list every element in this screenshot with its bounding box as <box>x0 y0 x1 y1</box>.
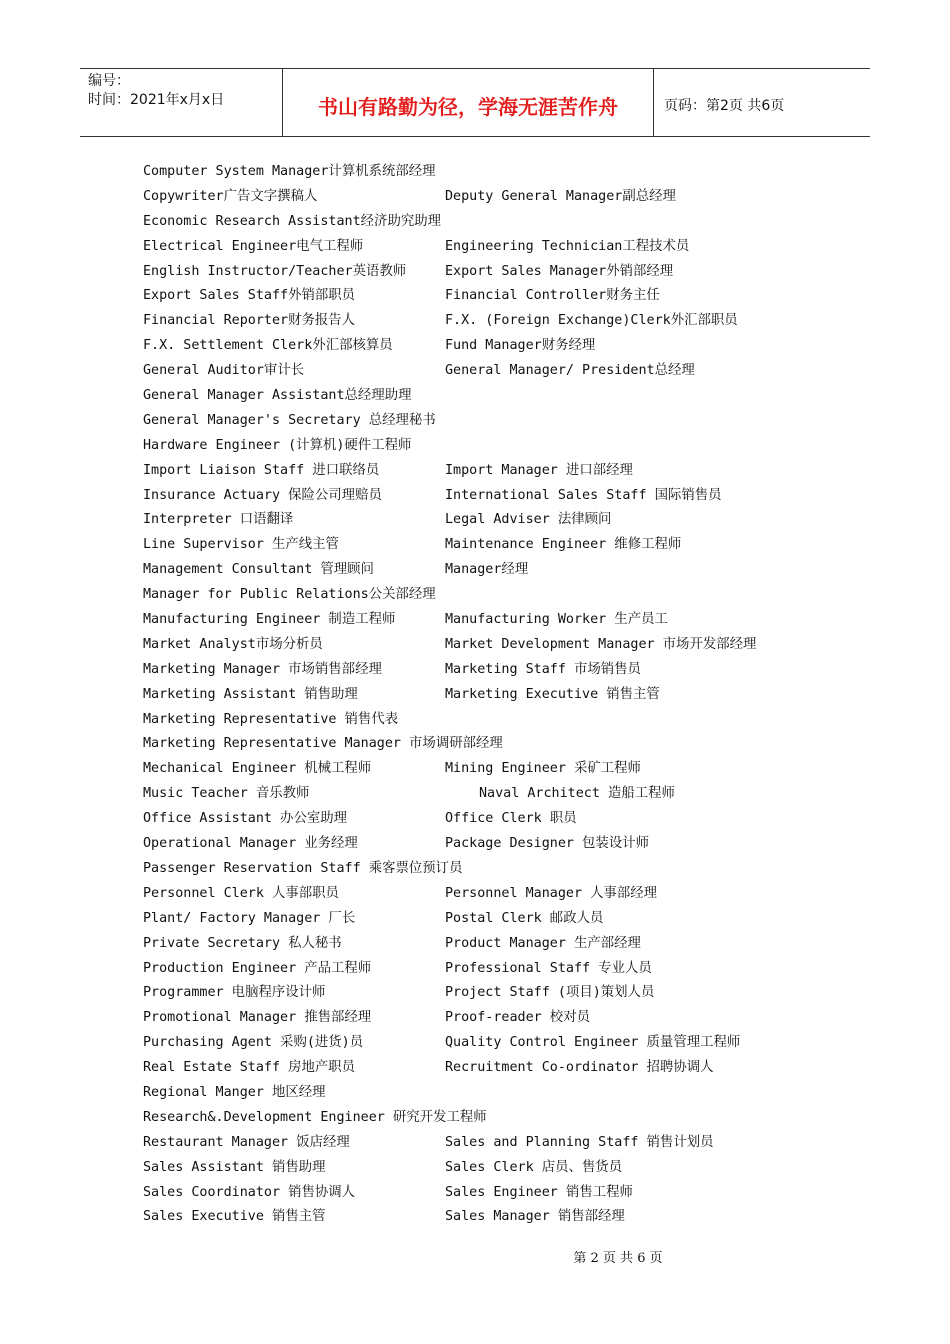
list-item-left: Restaurant Manager 饭店经理 <box>143 1134 350 1150</box>
list-item-right: Quality Control Engineer 质量管理工程师 <box>445 1035 741 1051</box>
list-item-left: Operational Manager 业务经理 <box>143 836 358 852</box>
list-row <box>143 434 863 459</box>
list-row <box>143 459 863 484</box>
header-meta <box>80 69 283 136</box>
list-item-right: Naval Architect 造船工程师 <box>479 786 675 802</box>
document-date-label: 时间：2021年x月x日 <box>88 92 225 108</box>
list-item-right: Legal Adviser 法律顾问 <box>445 512 612 528</box>
list-row <box>143 633 863 658</box>
list-item-right: Manager经理 <box>445 562 529 578</box>
list-row <box>143 683 863 708</box>
list-item-right: International Sales Staff 国际销售员 <box>445 487 722 503</box>
list-item-right: Office Clerk 职员 <box>445 811 577 827</box>
list-row <box>143 807 863 832</box>
list-row <box>143 857 863 882</box>
list-item-left: Sales Assistant 销售助理 <box>143 1159 326 1175</box>
list-item-left: Mechanical Engineer 机械工程师 <box>143 761 372 777</box>
list-item-right: Manufacturing Worker 生产员工 <box>445 612 668 628</box>
list-item-left: Personnel Clerk 人事部职员 <box>143 885 339 901</box>
list-row <box>143 160 863 185</box>
list-item-left: F.X. Settlement Clerk外汇部核算员 <box>143 338 393 354</box>
list-item-right: Postal Clerk 邮政人员 <box>445 910 604 926</box>
list-row <box>143 1156 863 1181</box>
list-item-right: Financial Controller财务主任 <box>445 288 660 304</box>
list-item-left: Purchasing Agent 采购(进货)员 <box>143 1035 364 1051</box>
list-item-right: Recruitment Co-ordinator 招聘协调人 <box>445 1060 714 1076</box>
list-item-right: Fund Manager财务经理 <box>445 338 596 354</box>
list-item-left: Financial Reporter财务报告人 <box>143 313 356 329</box>
list-item-left: Hardware Engineer (计算机)硬件工程师 <box>143 437 412 453</box>
list-item-right: Sales Clerk 店员、售货员 <box>445 1159 623 1175</box>
list-row <box>143 608 863 633</box>
list-row <box>143 957 863 982</box>
list-item-right: Personnel Manager 人事部经理 <box>445 885 658 901</box>
list-item-left: Export Sales Staff外销部职员 <box>143 288 356 304</box>
list-item-left: Economic Research Assistant经济助究助理 <box>143 213 442 229</box>
list-row <box>143 1181 863 1206</box>
page-header <box>80 68 870 137</box>
list-item-left: Insurance Actuary 保险公司理赔员 <box>143 487 382 503</box>
list-item-left: Marketing Representative Manager 市场调研部经理 <box>143 736 503 752</box>
list-item-right: Maintenance Engineer 维修工程师 <box>445 537 682 553</box>
list-item-right: Engineering Technician工程技术员 <box>445 238 690 254</box>
list-item-right: Product Manager 生产部经理 <box>445 935 641 951</box>
list-row <box>143 1006 863 1031</box>
list-row <box>143 832 863 857</box>
list-item-left: Plant/ Factory Manager 厂长 <box>143 910 356 926</box>
list-row <box>143 384 863 409</box>
list-item-left: Management Consultant 管理顾问 <box>143 562 374 578</box>
list-item-left: Manufacturing Engineer 制造工程师 <box>143 612 396 628</box>
list-item-right: Import Manager 进口部经理 <box>445 462 633 478</box>
list-row <box>143 210 863 235</box>
list-row <box>143 334 863 359</box>
list-row <box>143 1056 863 1081</box>
list-row <box>143 533 863 558</box>
list-item-right: Marketing Executive 销售主管 <box>445 686 660 702</box>
header-page-number: 页码：第2页 共6页 <box>664 97 785 114</box>
list-item-left: Programmer 电脑程序设计师 <box>143 985 326 1001</box>
list-row <box>143 235 863 260</box>
list-item-left: Market Analyst市场分析员 <box>143 636 323 652</box>
list-row <box>143 907 863 932</box>
list-row <box>143 1106 863 1131</box>
page-footer <box>0 1247 950 1266</box>
list-item-right: Market Development Manager 市场开发部经理 <box>445 636 757 652</box>
list-row <box>143 932 863 957</box>
list-row <box>143 1205 863 1230</box>
list-row <box>143 1081 863 1106</box>
list-row <box>143 409 863 434</box>
list-row <box>143 309 863 334</box>
list-item-left: Marketing Assistant 销售助理 <box>143 686 358 702</box>
list-item-left: Manager for Public Relations公关部经理 <box>143 587 436 603</box>
list-item-left: Music Teacher 音乐教师 <box>143 786 310 802</box>
list-item-right: Sales and Planning Staff 销售计划员 <box>445 1134 714 1150</box>
list-row <box>143 508 863 533</box>
list-item-left: Copywriter广告文字撰稿人 <box>143 188 318 204</box>
list-item-left: Office Assistant 办公室助理 <box>143 811 348 827</box>
list-row <box>143 782 863 807</box>
list-row <box>143 757 863 782</box>
list-row <box>143 185 863 210</box>
list-item-left: Interpreter 口语翻译 <box>143 512 294 528</box>
list-row <box>143 658 863 683</box>
header-slogan: 书山有路勤为径，学海无涯苦作舟 <box>283 69 654 136</box>
list-item-right: Deputy General Manager副总经理 <box>445 188 676 204</box>
job-title-list <box>143 160 863 1230</box>
list-item-left: Marketing Representative 销售代表 <box>143 711 399 727</box>
list-item-left: English Instructor/Teacher英语教师 <box>143 263 407 279</box>
list-item-left: Research&.Development Engineer 研究开发工程师 <box>143 1109 487 1125</box>
list-row <box>143 1131 863 1156</box>
list-row <box>143 284 863 309</box>
list-row <box>143 708 863 733</box>
footer-page-number: 第 2 页 共 6 页 <box>573 1251 663 1266</box>
document-number-label: 编号： <box>88 73 130 89</box>
list-item-left: Passenger Reservation Staff 乘客票位预订员 <box>143 860 463 876</box>
list-item-left: General Auditor审计长 <box>143 363 305 379</box>
list-item-right: Sales Engineer 销售工程师 <box>445 1184 633 1200</box>
list-item-right: Proof-reader 校对员 <box>445 1010 590 1026</box>
list-item-left: Marketing Manager 市场销售部经理 <box>143 661 382 677</box>
list-item-right: Marketing Staff 市场销售员 <box>445 661 641 677</box>
list-item-left: Sales Coordinator 销售协调人 <box>143 1184 356 1200</box>
list-item-right: General Manager/ President总经理 <box>445 363 695 379</box>
list-item-left: Production Engineer 产品工程师 <box>143 960 372 976</box>
list-item-right: Export Sales Manager外销部经理 <box>445 263 674 279</box>
list-item-right: Package Designer 包装设计师 <box>445 836 650 852</box>
list-item-right: Mining Engineer 采矿工程师 <box>445 761 641 777</box>
list-item-left: Import Liaison Staff 进口联络员 <box>143 462 380 478</box>
list-row <box>143 981 863 1006</box>
list-row <box>143 583 863 608</box>
list-item-left: Real Estate Staff 房地产职员 <box>143 1060 356 1076</box>
list-item-left: Sales Executive 销售主管 <box>143 1209 326 1225</box>
list-item-right: Professional Staff 专业人员 <box>445 960 652 976</box>
list-item-left: Computer System Manager计算机系统部经理 <box>143 164 436 179</box>
list-item-left: Private Secretary 私人秘书 <box>143 935 342 951</box>
list-row <box>143 882 863 907</box>
list-row <box>143 484 863 509</box>
list-row <box>143 1031 863 1056</box>
list-row <box>143 260 863 285</box>
list-row <box>143 359 863 384</box>
list-row <box>143 732 863 757</box>
list-item-left: Regional Manger 地区经理 <box>143 1084 326 1100</box>
list-item-right: Sales Manager 销售部经理 <box>445 1209 625 1225</box>
list-item-right: Project Staff (项目)策划人员 <box>445 985 655 1001</box>
list-row <box>143 558 863 583</box>
list-item-right: F.X. (Foreign Exchange)Clerk外汇部职员 <box>445 313 738 329</box>
list-item-left: General Manager Assistant总经理助理 <box>143 388 412 404</box>
list-item-left: General Manager's Secretary 总经理秘书 <box>143 412 436 428</box>
list-item-left: Promotional Manager 推售部经理 <box>143 1010 372 1026</box>
list-item-left: Line Supervisor 生产线主管 <box>143 537 339 553</box>
list-item-left: Electrical Engineer电气工程师 <box>143 238 364 254</box>
